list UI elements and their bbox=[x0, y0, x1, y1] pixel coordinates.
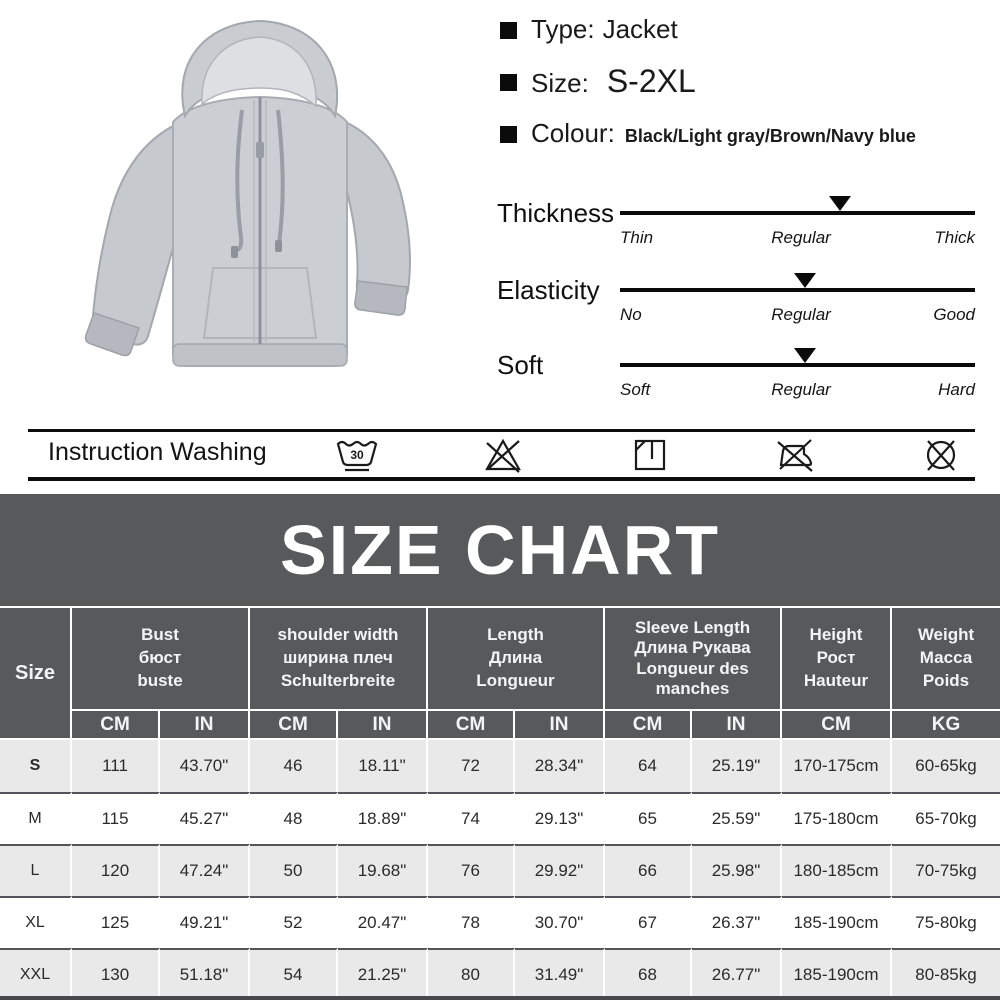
elasticity-marker-icon bbox=[794, 273, 816, 288]
header-line: Hauteur bbox=[803, 670, 869, 690]
header-line: Рост bbox=[816, 648, 856, 668]
thickness-marker-icon bbox=[829, 196, 851, 211]
machine-wash-30-icon bbox=[334, 434, 380, 476]
column-header-length bbox=[428, 608, 605, 711]
header-line: Longueur bbox=[476, 670, 555, 690]
unit-header: CM bbox=[250, 711, 338, 740]
jacket-right-cuff bbox=[355, 281, 407, 315]
size-cell: M bbox=[0, 792, 72, 844]
header-line: Length bbox=[487, 625, 544, 645]
table-cell: 51.18" bbox=[160, 948, 250, 1000]
table-cell: 76 bbox=[428, 844, 515, 896]
column-header-weight bbox=[892, 608, 1000, 711]
size-cell: L bbox=[0, 844, 72, 896]
unit-header: CM bbox=[782, 711, 892, 740]
scale-right-label: Thick bbox=[934, 228, 975, 247]
column-header-sleeve-length bbox=[605, 608, 782, 711]
table-cell: 50 bbox=[250, 844, 338, 896]
thickness-track bbox=[620, 211, 975, 215]
header-line: Poids bbox=[922, 670, 970, 690]
table-cell: 21.25" bbox=[338, 948, 428, 1000]
table-cell: 47.24" bbox=[160, 844, 250, 896]
column-header-bust bbox=[72, 608, 250, 711]
do-not-bleach-icon bbox=[480, 434, 526, 476]
unit-header: CM bbox=[605, 711, 692, 740]
table-cell: 74 bbox=[428, 792, 515, 844]
elasticity-scale-labels bbox=[620, 305, 975, 327]
column-header-size: Size bbox=[0, 608, 72, 740]
type-label: Type: bbox=[531, 14, 595, 44]
table-cell: 130 bbox=[72, 948, 160, 1000]
table-cell: 111 bbox=[72, 740, 160, 792]
colour-value: Black/Light gray/Brown/Navy blue bbox=[624, 126, 916, 146]
unit-header: CM bbox=[428, 711, 515, 740]
header-line: shoulder width bbox=[277, 625, 399, 645]
header-line: ширина плеч bbox=[283, 648, 393, 668]
soft-track bbox=[620, 363, 975, 367]
soft-marker-icon bbox=[794, 348, 816, 363]
size-chart-banner bbox=[0, 494, 1000, 606]
table-cell: 25.59" bbox=[692, 792, 782, 844]
soft-label: Soft bbox=[497, 350, 544, 380]
table-cell: 67 bbox=[605, 896, 692, 948]
spec-size bbox=[500, 63, 916, 100]
unit-header: KG bbox=[892, 711, 1000, 740]
table-cell: 31.49" bbox=[515, 948, 605, 1000]
header-line: Bust bbox=[141, 625, 179, 645]
unit-header: IN bbox=[515, 711, 605, 740]
scale-left-label: No bbox=[620, 305, 642, 324]
size-cell: S bbox=[0, 740, 72, 792]
table-cell: 28.34" bbox=[515, 740, 605, 792]
table-cell: 43.70" bbox=[160, 740, 250, 792]
column-header-height bbox=[782, 608, 892, 711]
scale-left-label: Thin bbox=[620, 228, 654, 247]
elasticity-scale bbox=[497, 275, 975, 339]
size-cell: XL bbox=[0, 896, 72, 948]
header-line: Sleeve Length bbox=[634, 617, 751, 637]
table-cell: 185-190cm bbox=[782, 948, 892, 1000]
header-line: Длина Рукава bbox=[634, 638, 751, 658]
washing-label: Instruction Washing bbox=[48, 438, 267, 466]
scale-left-label: Soft bbox=[620, 380, 651, 399]
header-line: Longueur des manches bbox=[636, 658, 749, 698]
bullet-square-icon bbox=[500, 126, 517, 143]
column-header-shoulder-width bbox=[250, 608, 428, 711]
scale-right-label: Hard bbox=[938, 380, 975, 399]
hoodie-jacket-illustration bbox=[15, 0, 470, 425]
table-cell: 185-190cm bbox=[782, 896, 892, 948]
table-cell: 52 bbox=[250, 896, 338, 948]
size-cell: XXL bbox=[0, 948, 72, 1000]
spec-type bbox=[500, 14, 916, 45]
scale-mid-label: Regular bbox=[771, 380, 831, 399]
spec-colour bbox=[500, 118, 916, 149]
drip-dry-in-shade-icon bbox=[627, 434, 673, 476]
table-cell: 29.13" bbox=[515, 792, 605, 844]
svg-text:30: 30 bbox=[350, 448, 364, 462]
size-chart-title: SIZE CHART bbox=[280, 511, 720, 589]
table-cell: 180-185cm bbox=[782, 844, 892, 896]
unit-header: IN bbox=[160, 711, 250, 740]
scale-right-label: Good bbox=[933, 305, 975, 324]
header-line: Weight bbox=[917, 625, 975, 645]
table-cell: 19.68" bbox=[338, 844, 428, 896]
table-cell: 54 bbox=[250, 948, 338, 1000]
elasticity-label: Elasticity bbox=[497, 275, 600, 305]
table-cell: 170-175cm bbox=[782, 740, 892, 792]
table-cell: 65 bbox=[605, 792, 692, 844]
header-line: Длина bbox=[488, 648, 543, 668]
thickness-label: Thickness bbox=[497, 198, 615, 228]
size-label: Size: bbox=[531, 68, 589, 98]
table-cell: 72 bbox=[428, 740, 515, 792]
table-cell: 68 bbox=[605, 948, 692, 1000]
unit-header: IN bbox=[692, 711, 782, 740]
table-cell: 46 bbox=[250, 740, 338, 792]
table-cell: 60-65kg bbox=[892, 740, 1000, 792]
header-line: Schulterbreite bbox=[280, 670, 396, 690]
jacket-zipper-pull bbox=[256, 142, 264, 158]
table-cell: 78 bbox=[428, 896, 515, 948]
size-value: S-2XL bbox=[606, 63, 696, 99]
unit-header: IN bbox=[338, 711, 428, 740]
scale-mid-label: Regular bbox=[771, 305, 831, 324]
header-line: buste bbox=[137, 670, 183, 690]
divider bbox=[28, 429, 975, 432]
table-cell: 125 bbox=[72, 896, 160, 948]
soft-scale-labels bbox=[620, 380, 975, 402]
scale-mid-label: Regular bbox=[771, 228, 831, 247]
table-cell: 49.21" bbox=[160, 896, 250, 948]
table-cell: 80 bbox=[428, 948, 515, 1000]
type-value: Jacket bbox=[602, 14, 678, 44]
table-cell: 26.37" bbox=[692, 896, 782, 948]
divider bbox=[28, 477, 975, 481]
product-specs bbox=[500, 14, 916, 167]
thickness-scale-labels bbox=[620, 228, 975, 250]
jacket-hem-band bbox=[173, 344, 347, 366]
header-line: бюст bbox=[138, 648, 182, 668]
bullet-square-icon bbox=[500, 74, 517, 91]
table-cell: 30.70" bbox=[515, 896, 605, 948]
divider bbox=[0, 996, 1000, 1000]
table-cell: 115 bbox=[72, 792, 160, 844]
table-cell: 48 bbox=[250, 792, 338, 844]
table-cell: 25.19" bbox=[692, 740, 782, 792]
size-chart-table bbox=[0, 608, 1000, 1000]
table-cell: 65-70kg bbox=[892, 792, 1000, 844]
table-cell: 70-75kg bbox=[892, 844, 1000, 896]
table-cell: 75-80kg bbox=[892, 896, 1000, 948]
bullet-square-icon bbox=[500, 22, 517, 39]
table-cell: 64 bbox=[605, 740, 692, 792]
do-not-dry-clean-icon bbox=[918, 434, 964, 476]
soft-scale bbox=[497, 350, 975, 414]
jacket-image bbox=[15, 0, 470, 430]
thickness-scale bbox=[497, 198, 975, 262]
table-cell: 80-85kg bbox=[892, 948, 1000, 1000]
table-cell: 18.11" bbox=[338, 740, 428, 792]
elasticity-track bbox=[620, 288, 975, 292]
do-not-iron-icon bbox=[772, 434, 818, 476]
table-cell: 18.89" bbox=[338, 792, 428, 844]
table-cell: 25.98" bbox=[692, 844, 782, 896]
header-line: Масса bbox=[919, 648, 973, 668]
header-line: Height bbox=[809, 625, 863, 645]
table-cell: 26.77" bbox=[692, 948, 782, 1000]
table-cell: 66 bbox=[605, 844, 692, 896]
washing-instructions bbox=[0, 428, 1000, 484]
table-cell: 120 bbox=[72, 844, 160, 896]
table-cell: 29.92" bbox=[515, 844, 605, 896]
table-cell: 45.27" bbox=[160, 792, 250, 844]
table-cell: 175-180cm bbox=[782, 792, 892, 844]
table-cell: 20.47" bbox=[338, 896, 428, 948]
unit-header: CM bbox=[72, 711, 160, 740]
colour-label: Colour: bbox=[531, 118, 615, 148]
